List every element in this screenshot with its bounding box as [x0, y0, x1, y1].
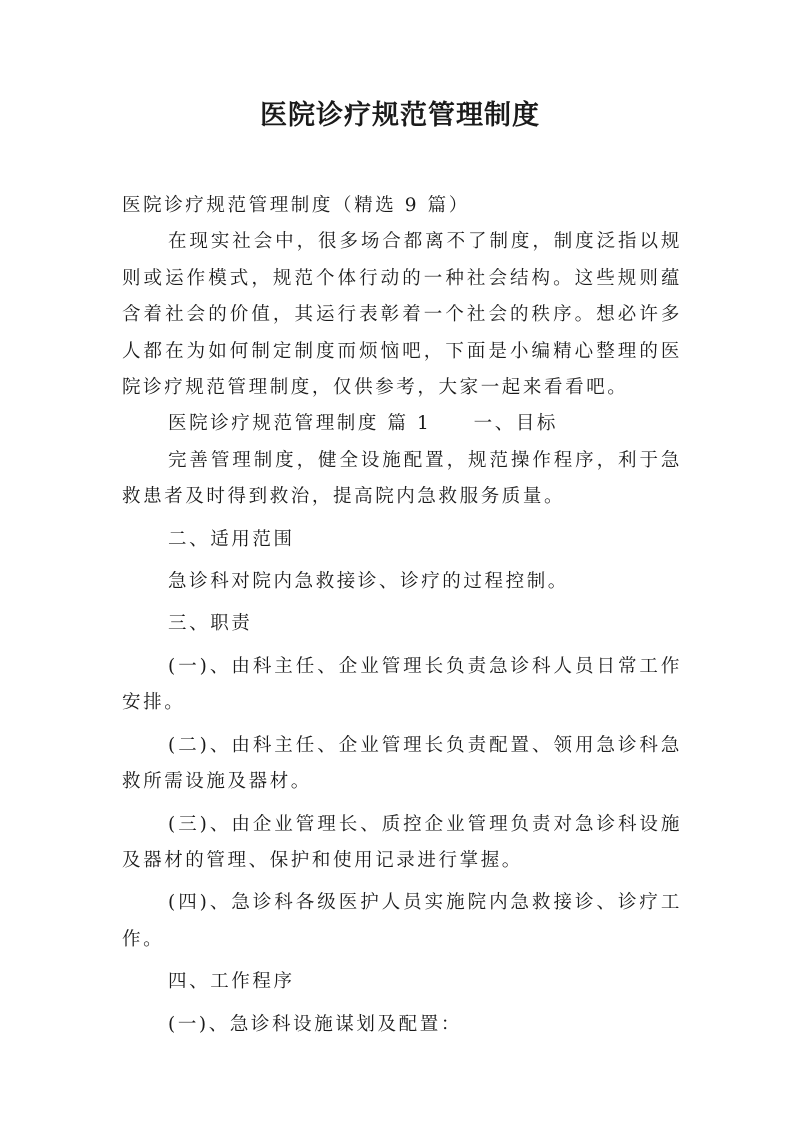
- subtitle-line: 医院诊疗规范管理制度（精选 9 篇）: [122, 195, 470, 216]
- section-heading-procedure: 四、工作程序: [168, 971, 295, 993]
- duty-item-2: (二)、由科主任、企业管理长负责配置、领用急诊科急救所需设施及器材。: [122, 734, 682, 793]
- section-heading-scope: 二、适用范围: [168, 528, 295, 550]
- procedure-item-1: (一)、急诊科设施谋划及配置：: [168, 1013, 462, 1035]
- goal-paragraph: 完善管理制度，健全设施配置，规范操作程序，利于急救患者及时得到救治，提高院内急救服务质量。: [122, 449, 682, 508]
- document-title: 医院诊疗规范管理制度: [260, 100, 540, 131]
- duty-item-4: (四)、急诊科各级医护人员实施院内急救接诊、诊疗工作。: [122, 892, 682, 950]
- duty-item-1: (一)、由科主任、企业管理长负责急诊科人员日常工作安排。: [122, 655, 682, 714]
- duty-item-3: (三)、由企业管理长、质控企业管理负责对急诊科设施及器材的管理、保护和使用记录进行掌握。: [122, 813, 682, 871]
- intro-paragraph: 在现实社会中，很多场合都离不了制度，制度泛指以规则或运作模式，规范个体行动的一种社会结构。这些规则蕴含着社会的价值，其运行表彰着一个社会的秩序。想必许多人都在为如何制定制度而烦恼吧，下面是小编精心整理的医院诊疗规范管理制度，仅供参考，大家一起来看看吧。: [122, 231, 682, 399]
- document-body: [122, 188, 682, 1043]
- section-heading-goal: 医院诊疗规范管理制度 篇 1 一、目标: [168, 413, 559, 435]
- scope-paragraph: 急诊科对院内急救接诊、诊疗的过程控制。: [168, 571, 569, 593]
- section-heading-duties: 三、职责: [168, 613, 253, 635]
